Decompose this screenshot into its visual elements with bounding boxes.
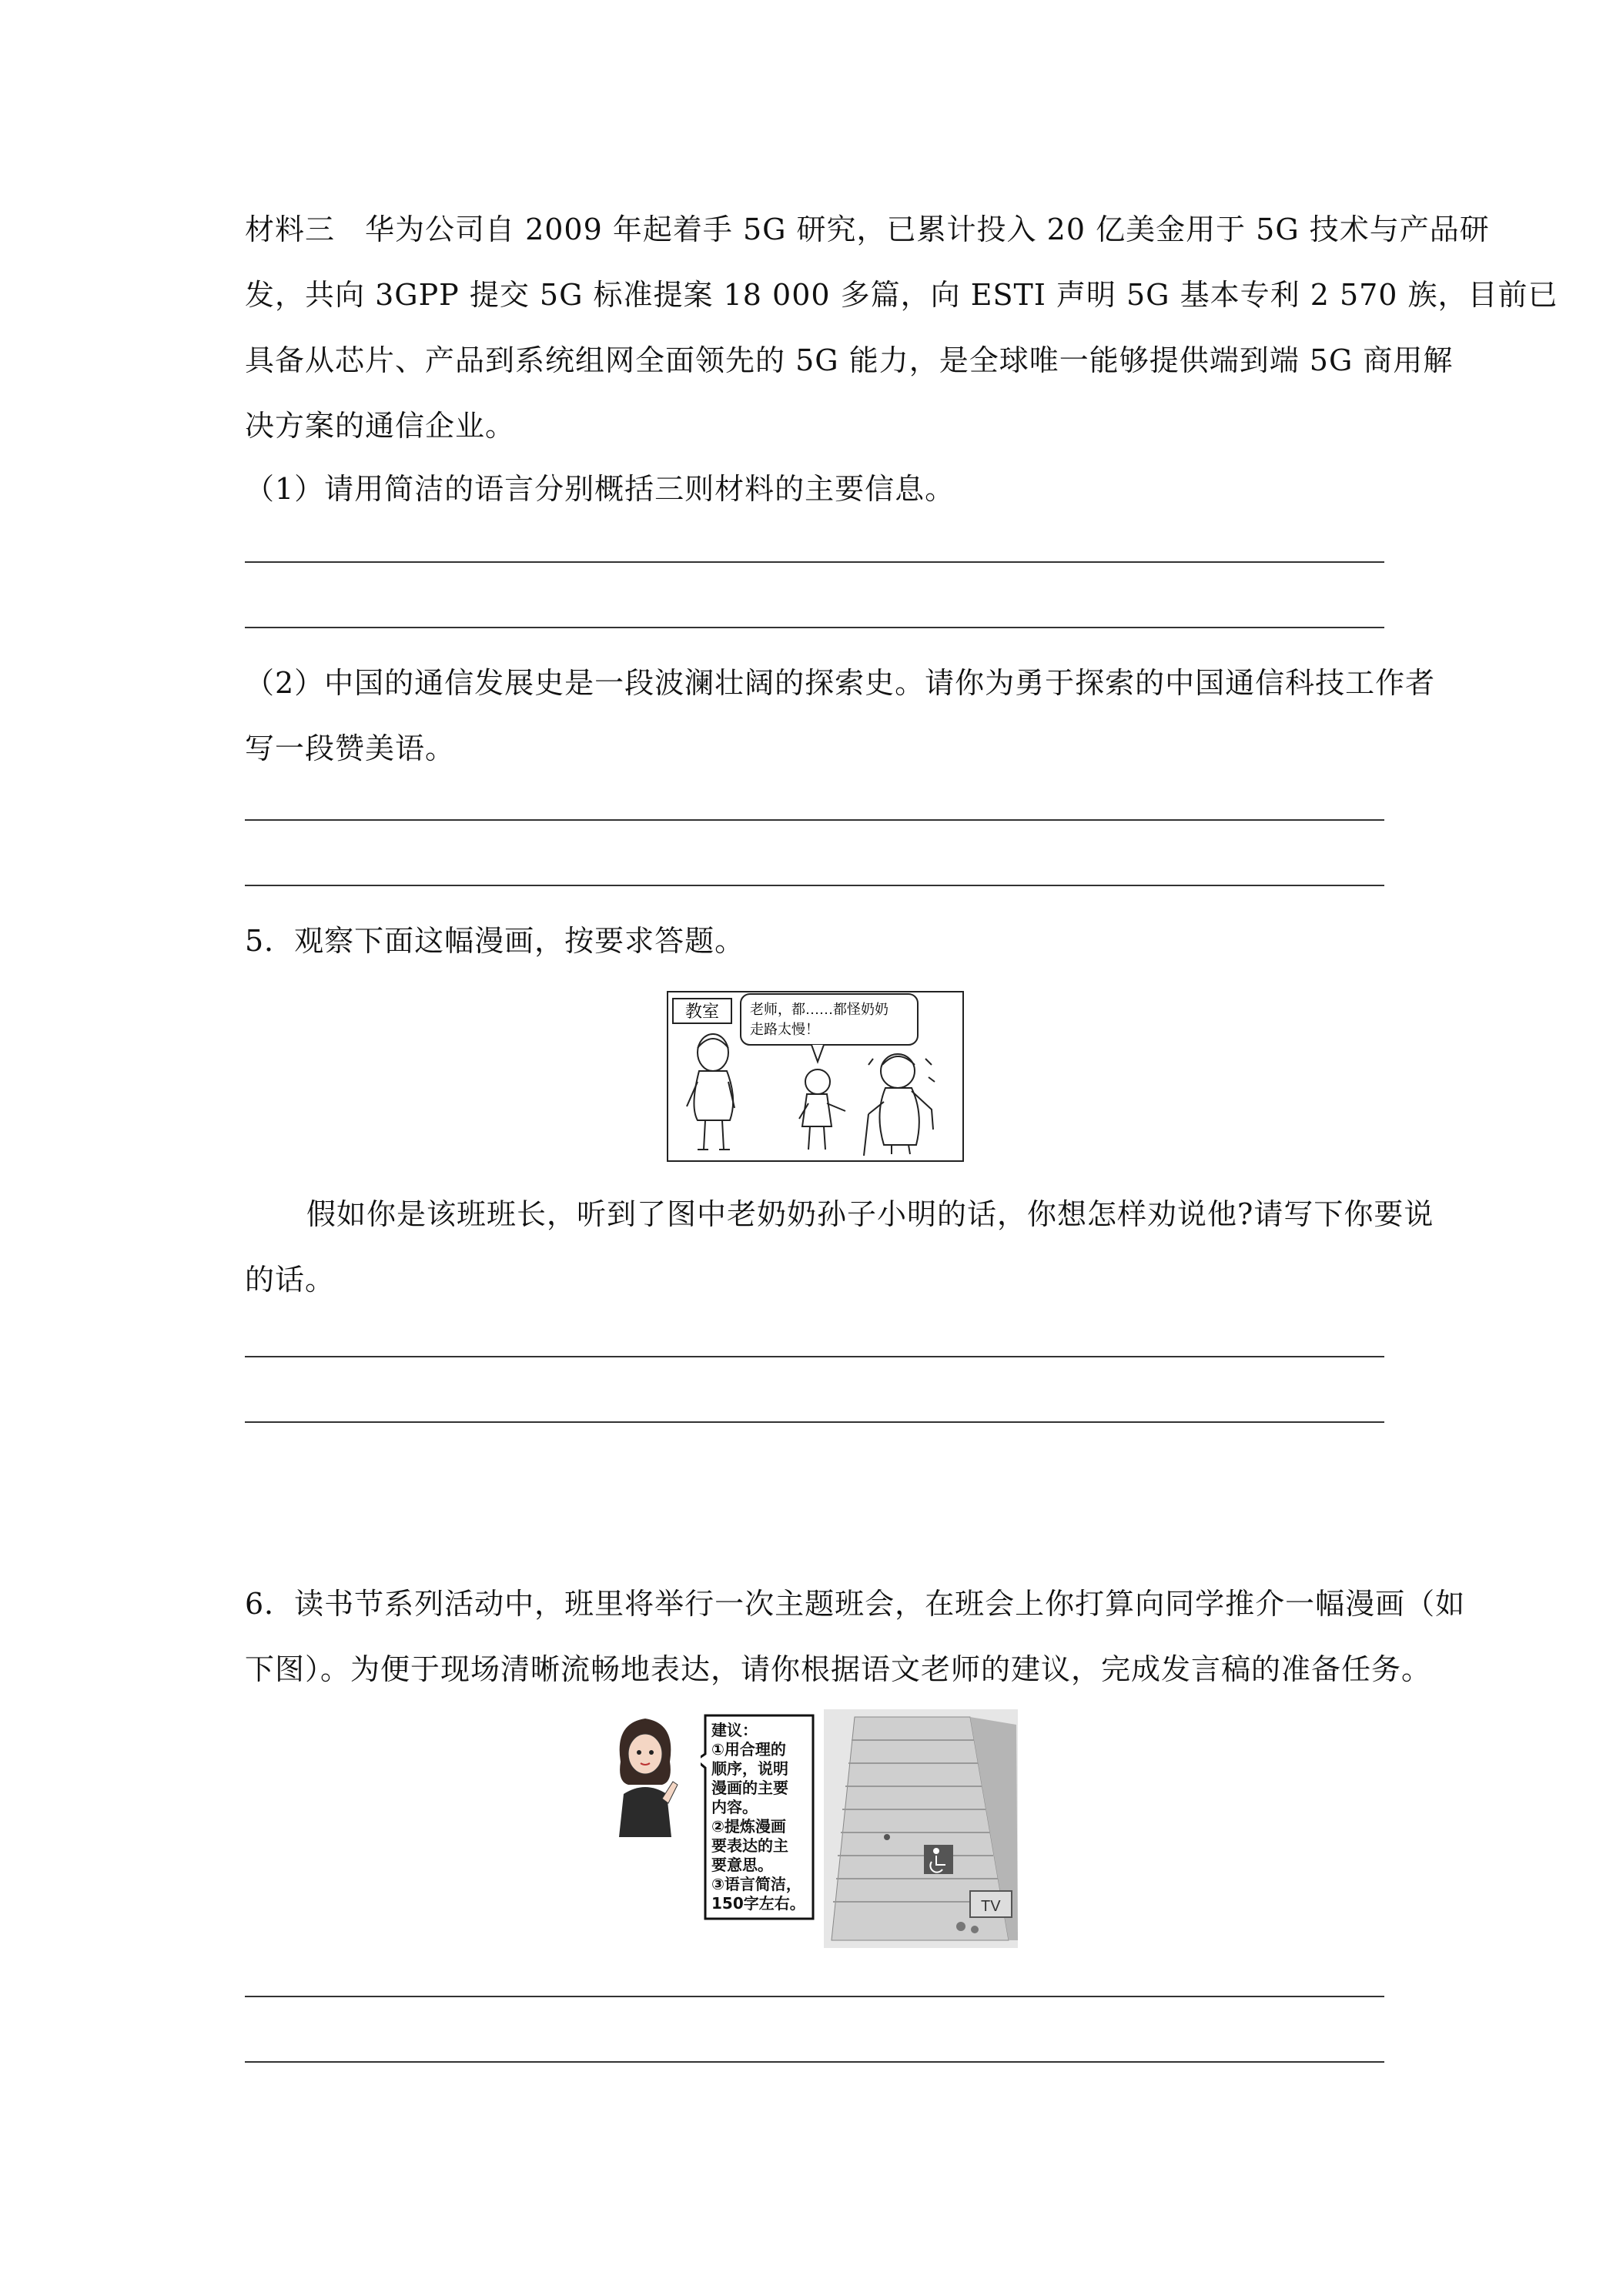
advisor-drawing: [607, 1708, 684, 1839]
advice-line: 要意思。: [711, 1856, 773, 1874]
tv-label: TV: [981, 1898, 1001, 1915]
classroom-comic-drawing: [667, 991, 964, 1162]
question-4-2-line: （2）中国的通信发展史是一段波澜壮阔的探索史。请你为勇于探索的中国通信科技工作者: [245, 666, 1436, 700]
answer-line[interactable]: [245, 2061, 1384, 2063]
teacher-advisor-illustration: [607, 1708, 684, 1839]
question-6: [245, 1571, 1466, 1702]
comic-bubble-line1: 老师，都……都怪奶奶: [750, 1002, 888, 1017]
question-5-prompt-line: 的话。: [245, 1263, 336, 1297]
classroom-comic: [667, 991, 964, 1162]
question-4-2-line: 写一段赞美语。: [245, 731, 456, 765]
material-three-line: 发，共向 3GPP 提交 5G 标准提案 18 000 多篇，向 ESTI 声明 5G 基本专利 2 570 族，目前已: [245, 278, 1558, 312]
staircase-comic: [824, 1709, 1018, 1948]
question-6-line: 下图）。为便于现场清晰流畅地表达，请你根据语文老师的建议，完成发言稿的准备任务。: [245, 1652, 1432, 1686]
material-three-line: 材料三 华为公司自 2009 年起着手 5G 研究，已累计投入 20 亿美金用于 5G 技术与产品研: [245, 213, 1490, 246]
advice-line: 建议：: [711, 1721, 758, 1739]
question-4-1-text: （1）请用简洁的语言分别概括三则材料的主要信息。: [245, 472, 955, 506]
question-4-1: [245, 457, 1384, 522]
question-5-prompt: [245, 1182, 1434, 1313]
answer-line[interactable]: [245, 561, 1384, 563]
answer-line[interactable]: [245, 819, 1384, 821]
advice-line: ②提炼漫画: [711, 1817, 786, 1836]
advice-line: 漫画的主要: [711, 1779, 788, 1797]
question-5-prompt-line: 假如你是该班班长，听到了图中老奶奶孙子小明的话，你想怎样劝说他?请写下你要说: [306, 1197, 1434, 1231]
comic-room-label: 教室: [684, 1002, 720, 1021]
answer-line[interactable]: [245, 627, 1384, 628]
answer-line[interactable]: [245, 885, 1384, 886]
comic-bubble-line2: 走路太慢！: [750, 1022, 819, 1037]
advice-line: 150字左右。: [711, 1894, 805, 1913]
staircase-comic-drawing: [824, 1709, 1018, 1948]
material-three-line: 决方案的通信企业。: [245, 409, 516, 443]
advice-line: 内容。: [711, 1798, 758, 1816]
answer-line[interactable]: [245, 1356, 1384, 1357]
advice-line: ③语言简洁，: [711, 1875, 801, 1893]
question-5-title: [245, 909, 1384, 974]
advice-box-drawing: [701, 1714, 816, 1922]
advice-line: ①用合理的: [711, 1740, 786, 1759]
advice-line: 顺序，说明: [711, 1759, 788, 1778]
material-three-line: 具备从芯片、产品到系统组网全面领先的 5G 能力，是全球唯一能够提供端到端 5G 商用解: [245, 343, 1454, 377]
answer-line[interactable]: [245, 1996, 1384, 1997]
question-4-2: [245, 651, 1436, 782]
answer-line[interactable]: [245, 1421, 1384, 1423]
advice-box: [701, 1714, 816, 1922]
question-5-title-text: 5．观察下面这幅漫画，按要求答题。: [245, 924, 745, 958]
advice-line: 要表达的主: [711, 1836, 788, 1855]
question-6-line: 6．读书节系列活动中，班里将举行一次主题班会，在班会上你打算向同学推介一幅漫画（如: [245, 1587, 1466, 1621]
material-three: [245, 197, 1558, 459]
